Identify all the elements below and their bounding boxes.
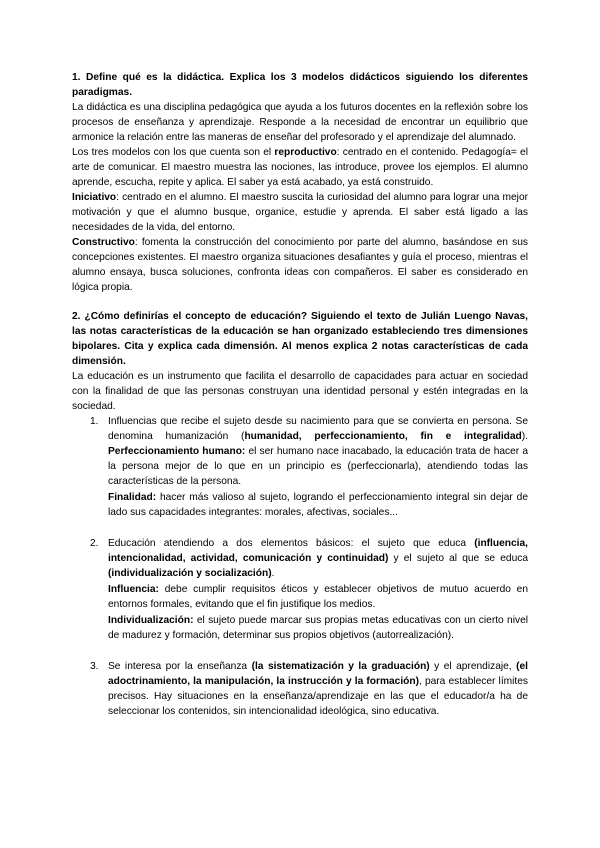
list-item [72,414,528,520]
dimension-3-t2: y el aprendizaje, [429,661,517,672]
reproductivo-label: reproductivo [274,147,337,158]
finalidad-text: hacer más valioso al sujeto, logrando el perfeccionamiento integral sin dejar de lado sus capacidades integrantes: morales, afectivas, sociales... [108,492,528,518]
dimension-1-t2: ). [521,431,528,442]
dimension-2-t2: y el sujeto al que se educa [388,553,528,564]
dimension-1-t3: el ser humano nace inacabado, la educación trata de hacer a la persona mejor de lo que en un principio es (perfeccionarla), atendiendo todas las características de la persona. [108,446,528,487]
iniciativo-label: Iniciativo [72,192,117,203]
reproductivo-text: : centrado en el contenido. Pedagogía= el arte de comunicar. El maestro muestra las nociones, las introduce, provee los ejemplos. El alumno aprende, escucha, repite y aplica. El saber ya está acabado, ya está construido. [72,147,528,188]
educacion-definition: La educación es un instrumento que facilita el desarrollo de capacidades para actuar en sociedad con la finalidad de que las personas construyan una identidad personal y estén integradas en la sociedad. [72,371,528,412]
dimension-1-text [108,414,528,489]
question-1-title-end: . [129,87,133,98]
dimension-list [72,414,528,719]
dimension-3-text [108,659,528,719]
models-intro: Los tres modelos con los que cuenta son el [72,147,275,158]
dimension-3-t3: , para establecer límites precisos. Hay situaciones en la enseñanza/aprendizaje en las que el educador/a ha de seleccionar los contenidos, sin intencionalidad ideológica, sino educativa. [108,676,528,717]
dimension-2-note-2 [108,613,528,643]
dimension-3-b2: (el adoctrinamiento, la manipulación, la instrucción y la formación) [108,661,528,687]
dimension-3-t1: Se interesa por la enseñanza [108,661,252,672]
finalidad-label: Finalidad: [108,492,157,503]
question-1-title-text: 1. Define qué es la didáctica. Explica los 3 modelos didácticos siguiendo los diferentes paradigmas [72,72,528,98]
dimension-1-t1: Influencias que recibe el sujeto desde su nacimiento para que se convierta en persona. Se denomina humanización ( [108,416,528,442]
dimension-2-t3: . [271,568,275,579]
dimension-1-b1: humanidad, perfeccionamiento, fin e integralidad [244,431,522,442]
dimension-1-note [108,490,528,520]
influencia-text: debe cumplir requisitos éticos y establecer objetivos de mutuo acuerdo en entornos formales, evitando que el fin justifique los medios. [108,584,528,610]
individualizacion-text: el sujeto puede marcar sus propias metas educativas con un cierto nivel de madurez y formación, determinar sus propios objetivos (autorrealización). [108,615,528,641]
dimension-2-b2: (individualización y socialización) [108,568,272,579]
list-item-number: 2. [90,538,99,549]
dimension-3-b1: (la sistematización y la graduación) [251,661,430,672]
didactica-definition: La didáctica es una disciplina pedagógica que ayuda a los futuros docentes en la reflexión sobre los procesos de enseñanza y aprendizaje. Responde a la necesidad de encontrar un equilibrio que armonice la relación entre las maneras de enseñar del profesorado y el aprendizaje del alumnado. [72,102,528,143]
model-constructivo [72,235,528,295]
individualizacion-label: Individualización: [108,615,194,626]
dimension-2-text [108,536,528,581]
constructivo-text: : fomenta la construcción del conocimiento por parte del alumno, basándose en sus concepciones existentes. El maestro organiza situaciones desafiantes y guía el proceso, mientras el alumno ensaya, busca soluciones, confronta ideas con compañeros. El saber es considerado en lógica propia. [72,237,528,293]
dimension-2-t1: Educación atendiendo a dos elementos básicos: el sujeto que educa [108,538,475,549]
list-item [72,659,528,719]
iniciativo-text: : centrado en el alumno. El maestro suscita la curiosidad del alumno para lograr una mejor motivación y que el alumno busque, organice, estudie y aprenda. El saber está ligado a las necesidades de la vida, del entorno. [72,192,528,233]
dimension-2-b1: (influencia, intencionalidad, actividad, comunicación y continuidad) [108,538,528,564]
list-item [72,536,528,643]
list-item-number: 3. [90,661,99,672]
model-iniciativo [72,190,528,235]
model-reproductivo [72,145,528,190]
dimension-1-b2: Perfeccionamiento humano: [108,446,246,457]
list-item-number: 1. [90,416,99,427]
constructivo-label: Constructivo [72,237,135,248]
dimension-2-note-1 [108,582,528,612]
influencia-label: Influencia: [108,584,159,595]
question-2-title: 2. ¿Cómo definirías el concepto de educación? Siguiendo el texto de Julián Luengo Navas, las notas características de la educación se han organizado estableciendo tres dimensiones bipolares. Cita y explica cada dimensión. Al menos explica 2 notas características de cada dimensión. [72,311,528,367]
question-1-title [72,70,528,100]
document-body [72,70,528,719]
